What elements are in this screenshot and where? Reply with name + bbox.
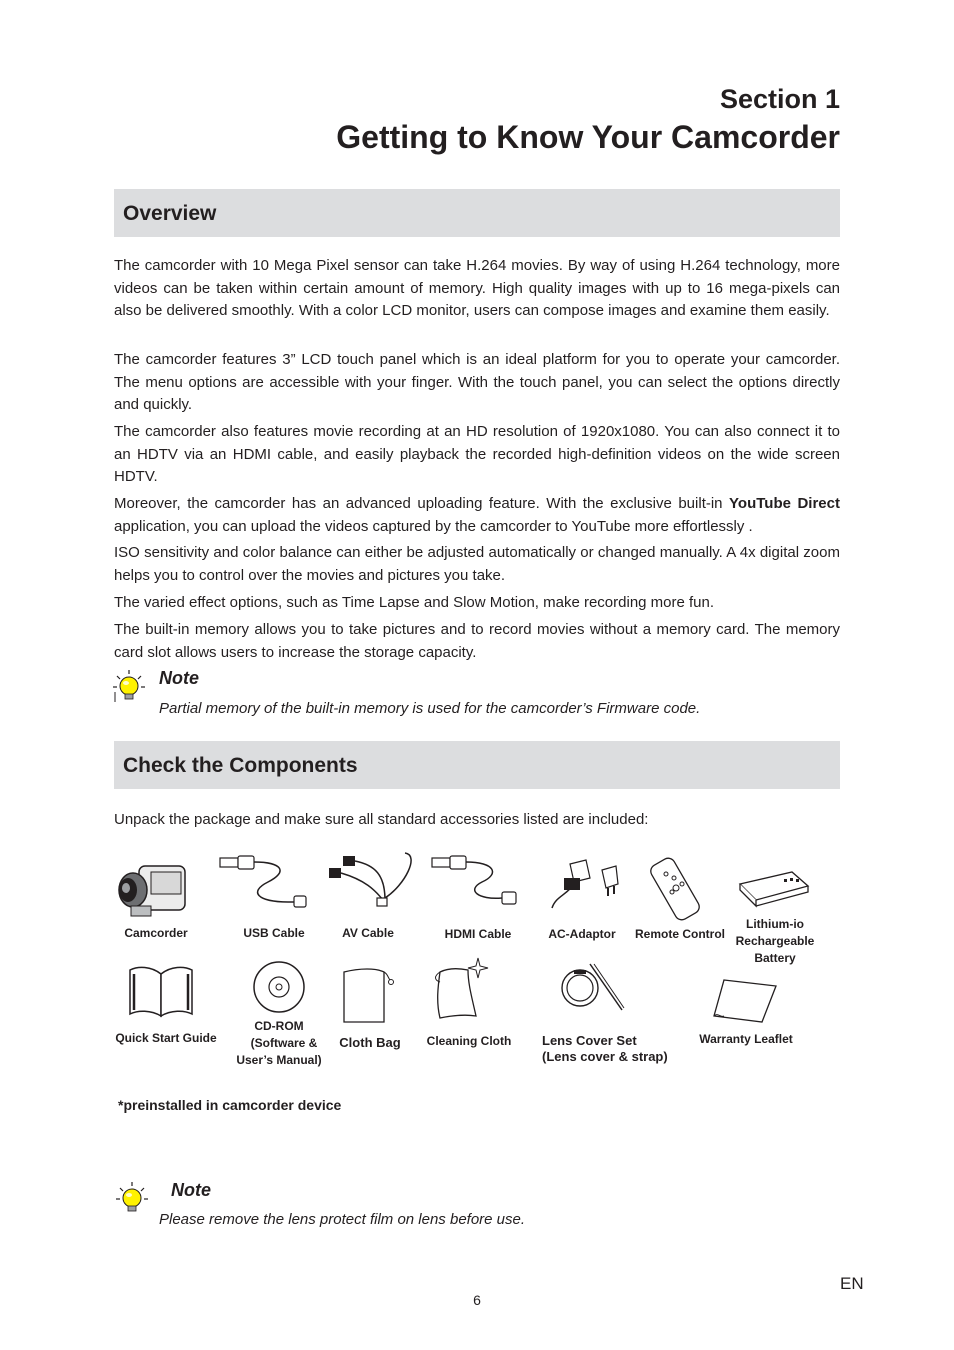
lens-cover-set-image: [560, 960, 628, 1014]
section-title: Getting to Know Your Camcorder: [336, 119, 840, 155]
p4-text-after: application, you can upload the videos captured by the camcorder to YouTube more effortlessly .: [114, 517, 753, 535]
overview-paragraph-1: The camcorder with 10 Mega Pixel sensor can take H.264 movies. By way of using H.264 technology, more videos can be taken within certain amount of memory. High quality images with up to 16 mega-pixels can also be delivered smoothly. With a color LCD monitor, users can compose images and examine them easily.: [114, 257, 840, 319]
preinstalled-footnote: *preinstalled in camcorder device: [118, 1097, 342, 1113]
label-cdrom-line-3: User’s Manual): [236, 1053, 322, 1067]
battery-image: [736, 868, 812, 908]
usb-cable-image: [218, 852, 312, 912]
lightbulb-icon: [112, 668, 148, 704]
av-cable-image: [325, 850, 421, 910]
quick-start-guide-image: [126, 964, 196, 1018]
label-remote-control: Remote Control: [635, 927, 725, 941]
label-cdrom-line-2: (Software &: [250, 1036, 318, 1050]
cleaning-cloth-image: [428, 954, 498, 1024]
warranty-leaflet-image: [712, 976, 780, 1026]
cd-rom-image: [252, 960, 306, 1014]
label-battery-line-1: Lithium-io: [746, 917, 804, 931]
label-battery-line-3: Battery: [754, 951, 796, 965]
overview-paragraph-2: The camcorder features 3” LCD touch panel which is an ideal platform for you to operate your camcorder. The menu options are accessible with your finger. With the touch panel, you can select the options directly and quickly.: [114, 351, 840, 413]
lightbulb-icon: [114, 1180, 152, 1216]
label-camcorder: Camcorder: [124, 926, 188, 940]
ac-adaptor-image: [546, 856, 624, 912]
page-number: 6: [473, 1292, 481, 1308]
label-quick-start-guide: Quick Start Guide: [115, 1031, 217, 1045]
remote-control-image: [648, 856, 712, 922]
components-heading-bar: [114, 741, 840, 789]
note-2-title: Note: [171, 1180, 211, 1200]
label-lens-cover-line-2: (Lens cover & strap): [542, 1049, 668, 1064]
label-lens-cover-line-1: Lens Cover Set: [542, 1033, 637, 1048]
overview-heading-bar: [114, 189, 840, 237]
label-usb-cable: USB Cable: [243, 926, 305, 940]
label-warranty-leaflet: Warranty Leaflet: [699, 1032, 793, 1046]
overview-paragraph-6: The varied effect options, such as Time Lapse and Slow Motion, make recording more fun.: [114, 594, 715, 611]
label-battery-line-2: Rechargeable: [735, 934, 815, 948]
label-av-cable: AV Cable: [342, 926, 394, 940]
note-1-text: Partial memory of the built-in memory is used for the camcorder’s Firmware code.: [159, 700, 701, 717]
label-ac-adaptor: AC-Adaptor: [548, 927, 616, 941]
hdmi-cable-image: [430, 852, 524, 912]
components-intro: Unpack the package and make sure all standard accessories listed are included:: [114, 811, 649, 828]
overview-heading: Overview: [123, 202, 217, 225]
note-2-text: Please remove the lens protect film on lens before use.: [159, 1211, 526, 1228]
overview-paragraph-3: The camcorder also features movie recording at an HD resolution of 1920x1080. You can also connect it to an HDTV via an HDMI cable, and easily playback the recorded high-definition videos on the wide screen HDTV.: [114, 423, 840, 485]
overview-paragraph-7: The built-in memory allows you to take pictures and to record movies without a memory card. The memory card slot allows users to increase the storage capacity.: [114, 621, 840, 661]
note-1-title: Note: [159, 668, 199, 688]
label-cloth-bag: Cloth Bag: [339, 1035, 401, 1050]
components-heading: Check the Components: [123, 754, 358, 777]
camcorder-image: [113, 858, 189, 922]
label-cleaning-cloth: Cleaning Cloth: [426, 1034, 512, 1048]
overview-paragraph-5: ISO sensitivity and color balance can either be adjusted automatically or changed manually. A 4x digital zoom helps you to control over the movies and pictures you take.: [114, 544, 840, 584]
youtube-direct-bold: YouTube Direct: [729, 495, 840, 512]
language-code: EN: [840, 1274, 864, 1293]
cloth-bag-image: [340, 964, 400, 1026]
overview-paragraph-4: [114, 493, 840, 538]
label-cdrom-line-1: CD-ROM: [254, 1019, 304, 1033]
section-number: Section 1: [719, 84, 840, 114]
label-hdmi-cable: HDMI Cable: [444, 927, 512, 941]
p4-text-before: Moreover, the camcorder has an advanced uploading feature. With the exclusive built-in: [114, 495, 730, 512]
